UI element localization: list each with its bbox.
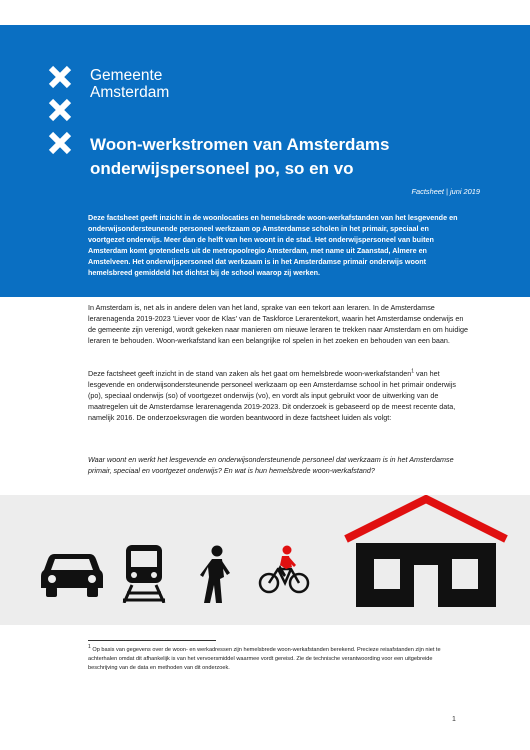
page-number: 1 <box>452 716 456 723</box>
title-line-2: onderwijspersoneel po, so en vo <box>90 159 354 178</box>
andreas-cross-icon <box>48 131 72 155</box>
intro-summary: Deze factsheet geeft inzicht in de woonlocaties en hemelsbrede woon-werkafstanden van het lesgevende en onderwijsondersteunende personeel werkzaam op Amsterdamse scholen in het primair, speciaal en voortgezet onderwijs. Meer dan de helft van hen woont in de stad. Het onderwijspersoneel van buiten Amsterdam komt grotendeels uit de metropoolregio Amsterdam, met name uit Zaanstad, Almere en Amstelveen. Het onderwijspersoneel dat werkzaam is in het Amsterdamse primair onderwijs woont hemelsbreed gemiddeld het dichtst bij de school waarop zij werken. <box>88 213 458 278</box>
amsterdam-logo <box>48 65 74 164</box>
footnote-text: Op basis van gegevens over de woon- en werkadressen zijn hemelsbrede woon-werkafstanden berekend. Precieze reisafstanden zijn niet te achterhalen omdat dit afhankelijk is van het vervoersmiddel waarmee vordt gereisd. Zie de technische verantwoording voor een uitgebreide beschrijving van de data en methoden van dit onderzoek. <box>88 647 441 671</box>
andreas-cross-icon <box>48 98 72 122</box>
brand-name <box>90 67 169 101</box>
paragraph-2-end: van het lesgevende en onderwijsondersteunende personeel werkzaam op een Amsterdamse school in het primair onderwijs (po), speciaal onderwijs (so) of voortgezet onderwijs (vo), en vordt als input gebruikt voor de uitwerking van de maatregelen uit de Amsterdamse lerarenagenda 2019-2023. Dit onderzoek is gebaseerd op de meest recente data, namelijk 2016. De onderzoeksvragen die worden beantwoord in deze factsheet luiden als volgt: <box>88 369 456 423</box>
cyclist-icon <box>258 545 310 595</box>
school-building-icon <box>342 495 510 610</box>
title-line-1: Woon-werkstromen van Amsterdams <box>90 135 390 154</box>
footnote-number: 1 <box>88 644 91 651</box>
footnote-reference[interactable]: 1 <box>411 368 415 375</box>
footnote-divider <box>88 640 216 641</box>
research-question: Waar woont en werkt het lesgevende en onderwijsondersteunende personeel dat werkzaam is in het Amsterdamse primair, speciaal en voortgezet onderwijs? En wat is hun hemelsbrede woon-werkafstand? <box>88 455 454 476</box>
andreas-cross-icon <box>48 65 72 89</box>
paragraph-1: In Amsterdam is, net als in andere delen van het land, sprake van een tekort aan leraren. In de Amsterdamse lerarenagenda 2019-2023 'Liever voor de Klas' van de Taskforce Lerarentekort, waarin het Amsterdamse onderwijs en de gemeente zijn verenigd, wordt gekeken naar manieren om nieuwe leraren te trekken naar Amsterdam en om huidige leraren te behouden. Woon-werkafstand kan een belangrijke rol spelen in het zoeken en behouden van een baan. <box>88 303 468 346</box>
factsheet-date: Factsheet | juni 2019 <box>411 187 480 196</box>
transport-illustration-band <box>0 495 530 625</box>
train-icon <box>120 545 168 603</box>
brand-line-1: Gemeente <box>90 67 163 84</box>
car-icon <box>40 550 104 598</box>
page-title <box>90 133 490 181</box>
paragraph-2 <box>88 368 468 423</box>
pedestrian-icon <box>200 545 234 605</box>
header-banner <box>0 25 530 297</box>
paragraph-2-start: Deze factsheet geeft inzicht in de stand van zaken als het gaat om hemelsbrede woon-werkafstanden <box>88 369 412 378</box>
brand-line-2: Amsterdam <box>90 84 170 101</box>
footnote <box>88 646 460 673</box>
